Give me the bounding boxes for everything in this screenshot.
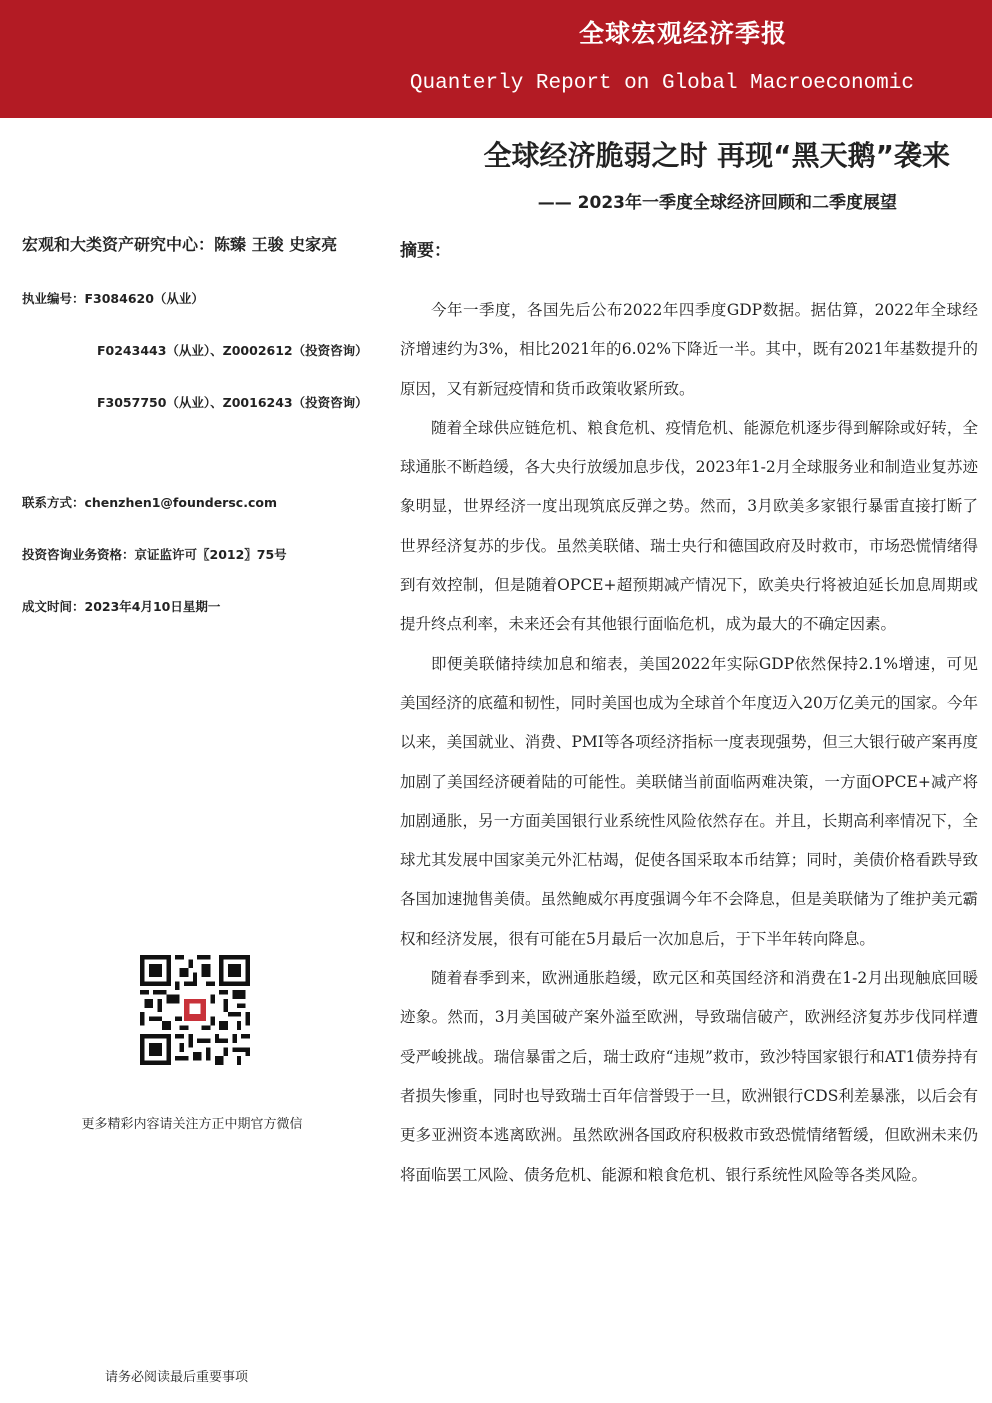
license-line-1: 执业编号：F3084620（从业） [22, 291, 204, 306]
abstract-paragraph: 随着全球供应链危机、粮食危机、疫情危机、能源危机逐步得到解除或好转，全球通胀不断趋缓，各大央行放缓加息步伐，2023年1-2月全球服务业和制造业复苏迹象明显，世界经济一度出现筑底反弹之势。然而，3月欧美多家银行暴雷直接打断了世界经济复苏的步伐。虽然美联储、瑞士央行和德国政府及时救市，市场恐慌情绪得到有效控制，但是随着OPCE+超预期减产情况下，欧美央行将被迫延长加息周期或提升终点利率，未来还会有其他银行面临危机，成为最大的不确定因素。 [400, 418, 978, 634]
header-title-cn: 全球宏观经济季报 [578, 19, 787, 48]
abstract-heading: 摘要： [400, 241, 451, 261]
contact-info: 联系方式：chenzhen1@foundersc.com [22, 495, 277, 510]
license-line-2: F0243443（从业）、Z0002612（投资咨询） [97, 343, 368, 358]
sidebar [22, 232, 382, 649]
license-line-3: F3057750（从业）、Z0016243（投资咨询） [97, 395, 368, 410]
abstract-paragraph: 随着春季到来，欧洲通胀趋缓，欧元区和英国经济和消费在1-2月出现触底回暖迹象。然而，3月美国破产案外溢至欧洲，导致瑞信破产，欧洲经济复苏步伐同样遭受严峻挑战。瑞信暴雷之后，瑞士政府“违规”救市，致沙特国家银行和AT1债券持有者损失惨重，同时也导致瑞士百年信誉毁于一旦，欧洲银行CDS利差暴涨，以后会有更多亚洲资本逃离欧洲。虽然欧洲各国政府积极救市致恐慌情绪暂缓，但欧洲未来仍将面临罢工风险、债务危机、能源和粮食危机、银行系统性风险等各类风险。 [400, 969, 978, 1184]
qr-code-icon [140, 955, 250, 1065]
report-title: 全球经济脆弱之时 再现“黑天鹅”袭来 [483, 139, 950, 172]
header-band [0, 0, 992, 118]
report-subtitle: —— 2023年一季度全球经济回顾和二季度展望 [537, 193, 897, 213]
abstract-body [400, 291, 978, 1195]
abstract-paragraph: 即便美联储持续加息和缩表，美国2022年实际GDP依然保持2.1%增速，可见美国经济的底蕴和韧性，同时美国也成为全球首个年度迈入20万亿美元的国家。今年以来，美国就业、消费、PMI等各项经济指标一度表现强势，但三大银行破产案再度加剧了美国经济硬着陆的可能性。美联储当前面临两难决策，一方面OPCE+减产将加剧通胀，另一方面美国银行业系统性风险依然存在。并且，长期高利率情况下，全球尤其发展中国家美元外汇枯竭，促使各国采取本币结算；同时，美债价格看跌导致各国加速抛售美债。虽然鲍威尔再度强调今年不会降息，但是美联储为了维护美元霸权和经济发展，很有可能在5月最后一次加息后，于下半年转向降息。 [400, 654, 978, 948]
footer-note: 请务必阅读最后重要事项 [105, 1370, 249, 1385]
abstract-paragraph: 今年一季度，各国先后公布2022年四季度GDP数据。据估算，2022年全球经济增速约为3%，相比2021年的6.02%下降近一半。其中，既有2021年基数提升的原因，又有新冠疫情和货币政策收紧所致。 [400, 301, 978, 398]
qr-caption: 更多精彩内容请关注方正中期官方微信 [81, 1117, 303, 1132]
qualification-info: 投资咨询业务资格：京证监许可〖2012〗75号 [22, 547, 287, 562]
header-title-en: Quanterly Report on Global Macroeconomic [409, 72, 914, 95]
date-info: 成文时间：2023年4月10日星期一 [22, 599, 221, 614]
authors: 宏观和大类资产研究中心：陈臻 王骏 史家亮 [22, 235, 338, 254]
